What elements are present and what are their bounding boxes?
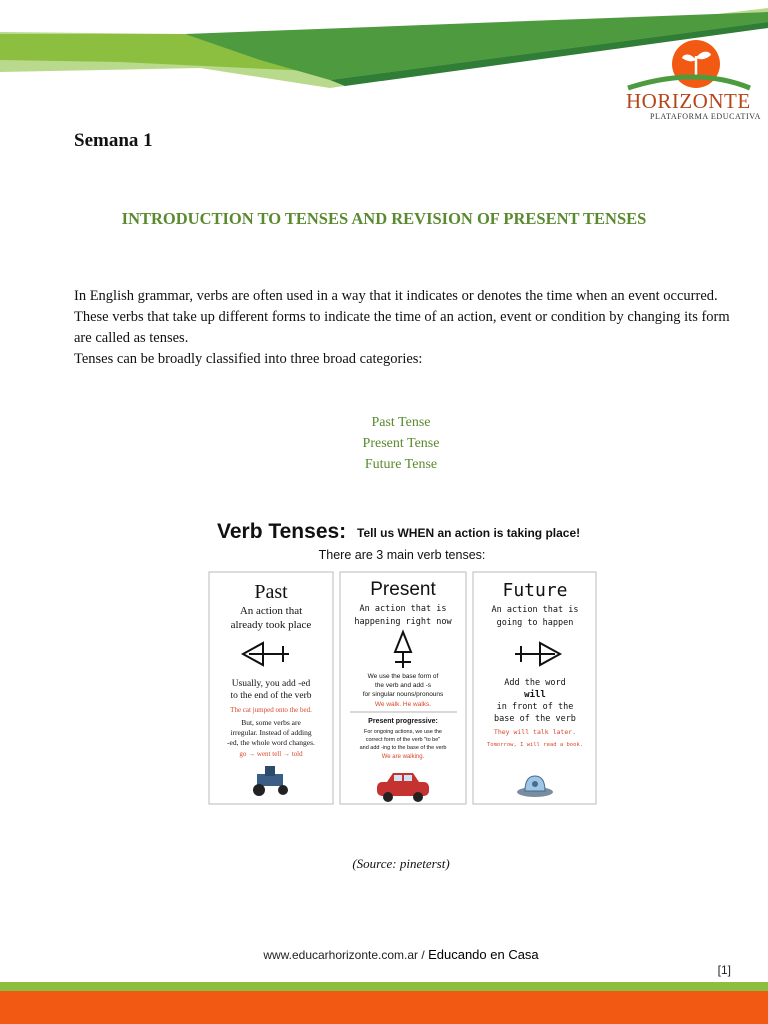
- present-title: Present: [370, 579, 436, 600]
- document-title: INTRODUCTION TO TENSES AND REVISION OF PRESENT TENSES: [121, 209, 647, 228]
- website-link[interactable]: www.educarhorizonte.com.ar: [263, 948, 419, 962]
- footer-slogan: Educando en Casa: [428, 947, 539, 962]
- footer-orange-bar: [0, 991, 768, 1024]
- verb-tenses-infographic: [205, 510, 600, 810]
- svg-text:We use the base form of: We use the base form of: [367, 673, 439, 680]
- svg-text:the verb and add -s: the verb and add -s: [374, 682, 432, 689]
- infographic-heading: Verb Tenses:: [217, 520, 347, 543]
- svg-text:base of the verb: base of the verb: [494, 714, 576, 724]
- svg-text:An action that: An action that: [239, 605, 303, 617]
- svg-text:-ed, the whole word changes.: -ed, the whole word changes.: [227, 738, 315, 747]
- svg-text:going to happen: going to happen: [496, 618, 574, 628]
- paragraph-text: Tenses can be broadly classified into three broad categories:: [74, 351, 423, 367]
- footer-separator: /: [421, 948, 425, 962]
- svg-text:Present progressive:: Present progressive:: [368, 718, 438, 725]
- list-item: Past Tense: [371, 415, 431, 430]
- svg-text:We are walking.: We are walking.: [381, 754, 425, 760]
- svg-text:to the end of the verb: to the end of the verb: [230, 691, 312, 701]
- future-title: Future: [502, 580, 568, 601]
- svg-text:and add -ing to the base of th: and add -ing to the base of the verb: [359, 745, 447, 751]
- svg-text:Add the word: Add the word: [504, 678, 566, 688]
- svg-text:will: will: [524, 690, 546, 700]
- past-title: Past: [254, 581, 288, 603]
- week-label: Semana 1: [74, 130, 153, 151]
- svg-text:already took place: already took place: [230, 619, 312, 631]
- svg-text:Tomorrow, I will read a book.: Tomorrow, I will read a book.: [486, 742, 584, 748]
- brand-name: HORIZONTE: [626, 89, 751, 113]
- svg-text:For ongoing actions, we use th: For ongoing actions, we use the: [364, 729, 442, 735]
- svg-text:for singular nouns/pronouns: for singular nouns/pronouns: [362, 691, 444, 698]
- brand-subtitle: PLATAFORMA EDUCATIVA: [650, 112, 762, 121]
- list-item: Present Tense: [362, 436, 440, 451]
- footer-green-bar: [0, 982, 768, 991]
- source-caption: (Source: pineterst): [352, 856, 450, 871]
- svg-text:An action that is: An action that is: [359, 604, 447, 614]
- svg-text:An action that is: An action that is: [491, 605, 579, 615]
- svg-text:go → went tell → told: go → went tell → told: [239, 750, 303, 758]
- svg-text:Usually, you add -ed: Usually, you add -ed: [231, 679, 311, 689]
- svg-text:happening right now: happening right now: [354, 617, 452, 627]
- svg-text:But, some verbs are: But, some verbs are: [241, 718, 301, 727]
- svg-text:They will talk later.: They will talk later.: [493, 728, 577, 736]
- footer: [0, 947, 768, 962]
- paragraph-text: In English grammar, verbs are often used in a way that it indicates or denotes the time when an event occurred. These verbs that take up different forms to indicate the time of an action, event or condition by changing its form are called as tenses.: [74, 288, 730, 346]
- svg-text:correct form of the verb "to b: correct form of the verb "to be": [365, 737, 441, 743]
- infographic-intro: There are 3 main verb tenses:: [318, 548, 486, 562]
- infographic-subheading: Tell us WHEN an action is taking place!: [357, 526, 581, 540]
- page-number: [1]: [717, 963, 731, 977]
- svg-text:irregular. Instead of adding: irregular. Instead of adding: [230, 728, 312, 737]
- svg-text:in front of the: in front of the: [496, 702, 574, 712]
- intro-paragraph: [74, 286, 734, 370]
- svg-text:The cat jumped onto the bed.: The cat jumped onto the bed.: [230, 706, 312, 714]
- list-item: Future Tense: [364, 457, 438, 472]
- svg-text:We walk. He walks.: We walk. He walks.: [374, 701, 432, 708]
- tense-list: [0, 412, 768, 475]
